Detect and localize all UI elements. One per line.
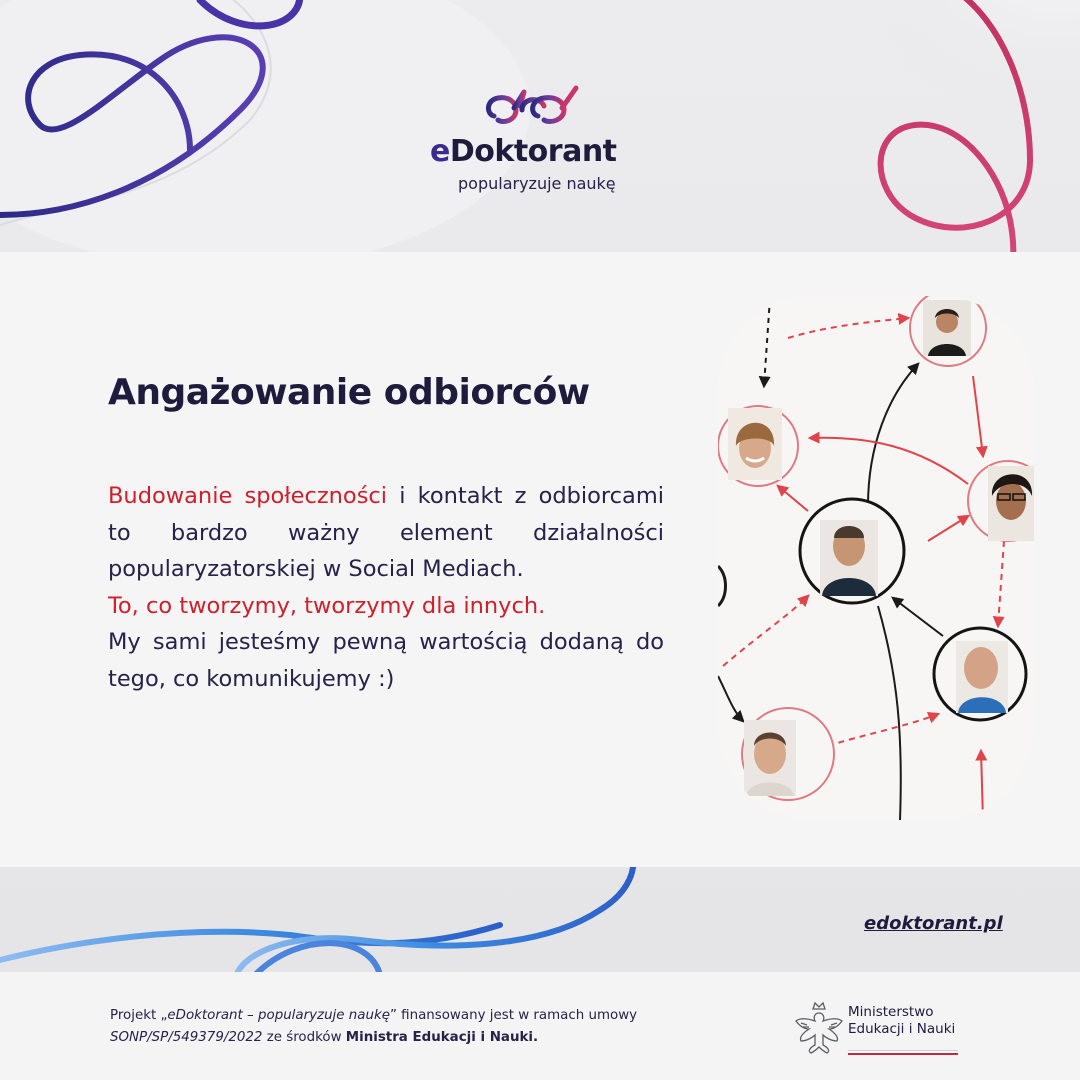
polish-flag-stripe (848, 1050, 958, 1054)
paragraph-slogan: To, co tworzymy, tworzymy dla innych. (108, 592, 546, 619)
brand-name: eDoktorant (430, 134, 617, 169)
page-title: Angażowanie odbiorców (108, 372, 590, 413)
paragraph-closing: My sami jesteśmy pewną wartością dodaną do tego, co komunikujemy :) (108, 629, 664, 692)
node-center-man (800, 499, 904, 603)
brand-logo[interactable] (420, 78, 660, 198)
highlight-text: Budowanie społeczności (108, 483, 388, 509)
people-network-illustration (718, 296, 1034, 820)
brand-tagline: popularyzuje naukę (458, 174, 616, 193)
body-text (108, 478, 664, 697)
node-left-woman (718, 406, 798, 486)
funding-statement: Projekt „eDoktorant – popularyzuje naukę” finansowany jest w ramach umowy SONP/SP/549379/2022 ze środków Ministra Edukacji i Nauki. (110, 1008, 638, 1045)
node-right-bald-man (934, 628, 1026, 720)
paragraph-intro: Budowanie społeczności i kontakt z odbiorcami to bardzo ważny element działalności popularyzatorskiej w Social Mediach. (108, 483, 665, 582)
node-bottom-man (742, 708, 834, 800)
website-link[interactable]: edoktorant.pl (864, 913, 1003, 934)
ministry-name: Ministerstwo Edukacji i Nauki (848, 1004, 956, 1037)
funding-footer (0, 972, 1080, 1080)
node-top-person (910, 296, 986, 366)
eagle-emblem-icon (793, 999, 845, 1057)
network-photo (718, 296, 1034, 820)
linked-glasses-icon (484, 78, 594, 134)
